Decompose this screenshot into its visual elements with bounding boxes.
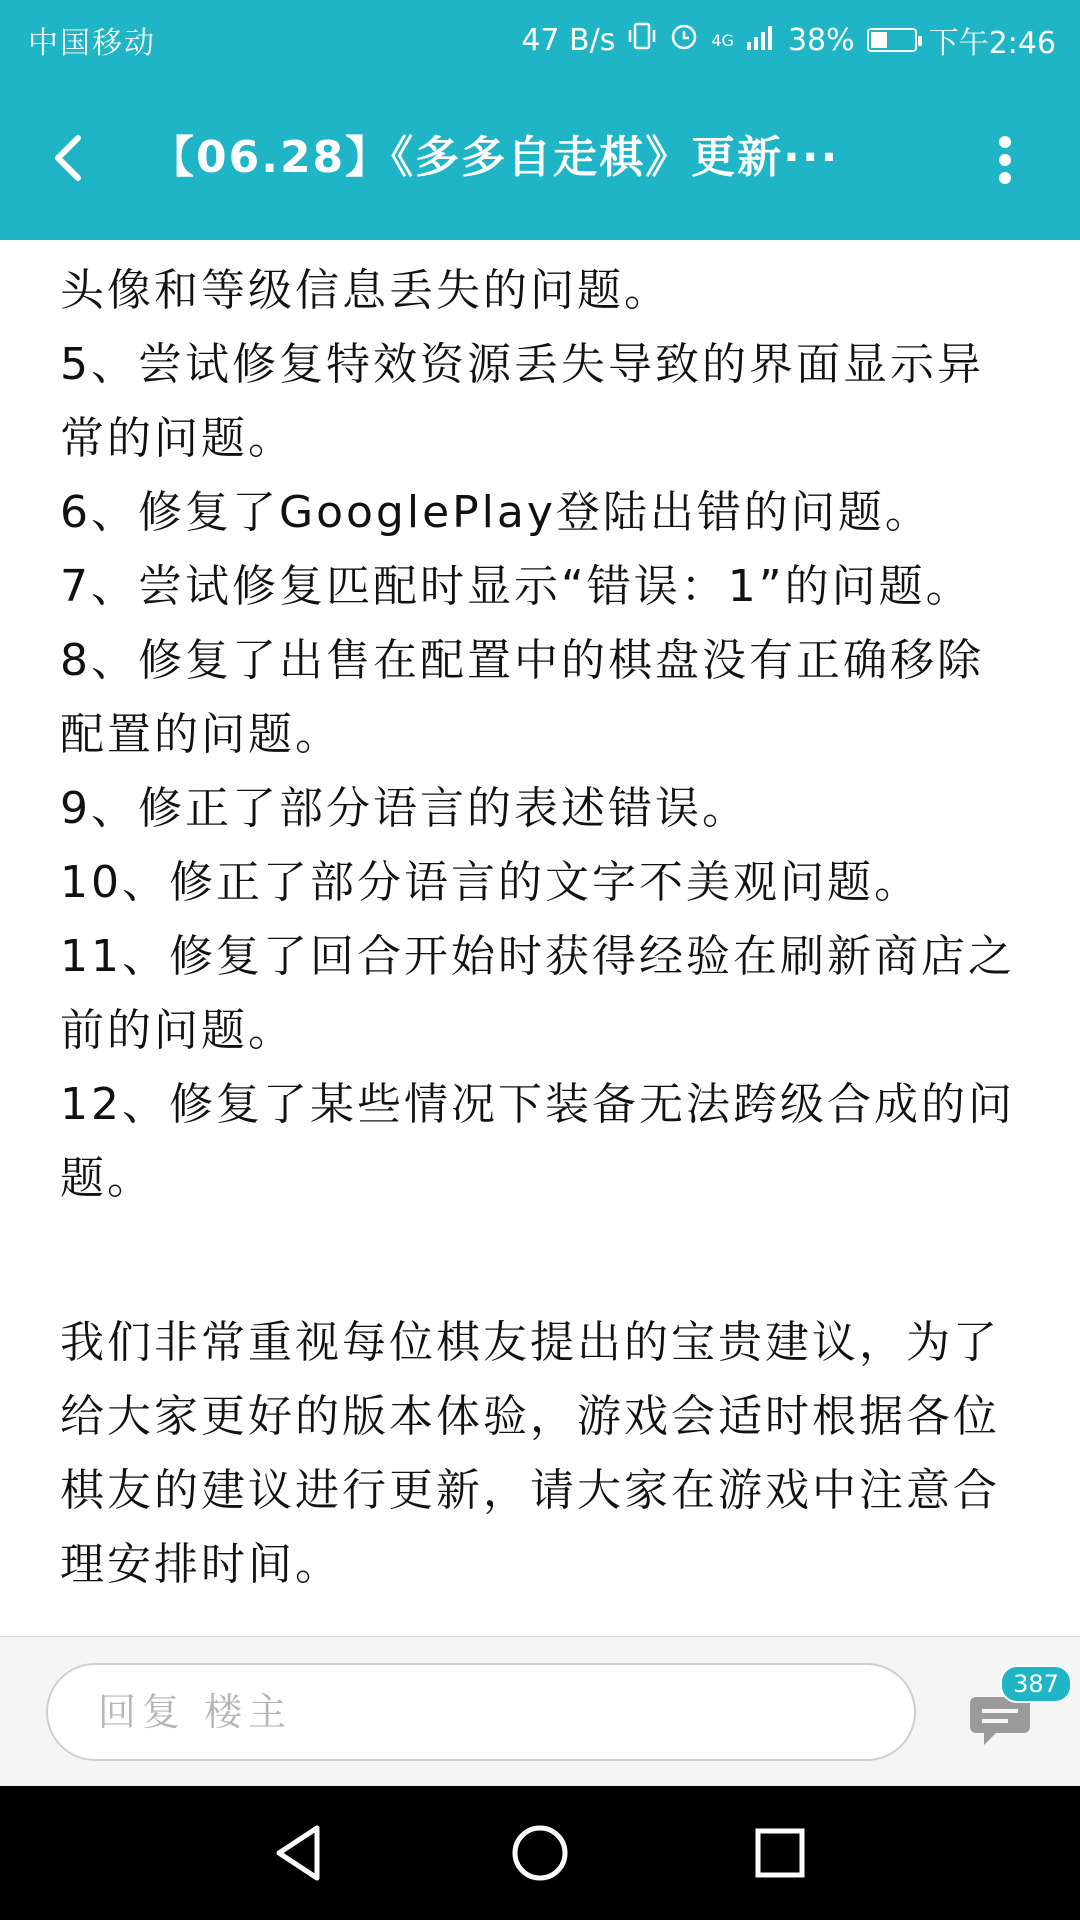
network-speed: 47 B/s	[521, 22, 616, 58]
app-bar	[0, 78, 1080, 240]
nav-recent-square-icon[interactable]	[745, 1818, 815, 1888]
post-paragraph-closing: 我们非常重视每位棋友提出的宝贵建议，为了给大家更好的版本体验，游戏会适时根据各位棋友的建议进行更新，请大家在游戏中注意合理安排时间。	[60, 1317, 1000, 1590]
status-indicators	[521, 18, 1056, 62]
nav-back-triangle-icon[interactable]	[265, 1818, 335, 1888]
status-bar	[0, 0, 1080, 78]
reply-input[interactable]: 回复 楼主	[46, 1663, 916, 1761]
vibrate-icon	[627, 22, 657, 58]
comment-count-badge: 387	[1000, 1665, 1072, 1703]
signal-icon	[746, 23, 776, 58]
post-content	[0, 240, 1080, 1636]
system-nav-bar	[0, 1786, 1080, 1920]
back-arrow-icon[interactable]	[40, 128, 100, 188]
network-type: 4G	[711, 30, 734, 50]
battery-percent: 38%	[787, 22, 855, 58]
carrier-name: 中国移动	[28, 26, 156, 61]
reply-bar	[0, 1636, 1080, 1787]
clock: 下午2:46	[928, 26, 1056, 61]
nav-home-circle-icon[interactable]	[505, 1818, 575, 1888]
alarm-icon	[669, 21, 699, 59]
post-paragraph-changelog: 头像和等级信息丢失的问题。 5、尝试修复特效资源丢失导致的界面显示异常的问题。 6、修复了GooglePlay登陆出错的问题。 7、尝试修复匹配时显示“错误：1”的问题。 8、修复了出售在配置中的棋盘没有正确移除配置的问题。 9、修正了部分语言的表述错误。 10、修正了部分语言的文字不美观问题。 11、修复了回合开始时获得经验在刷新商店之前的问题。 12、修复了某些情况下装备无法跨级合成的问题。	[60, 265, 1015, 1204]
page-title: 【06.28】《多多自走棋》更新···	[150, 132, 840, 183]
battery-icon	[867, 28, 917, 52]
top-header	[0, 0, 1080, 240]
more-vert-icon[interactable]	[990, 130, 1020, 190]
